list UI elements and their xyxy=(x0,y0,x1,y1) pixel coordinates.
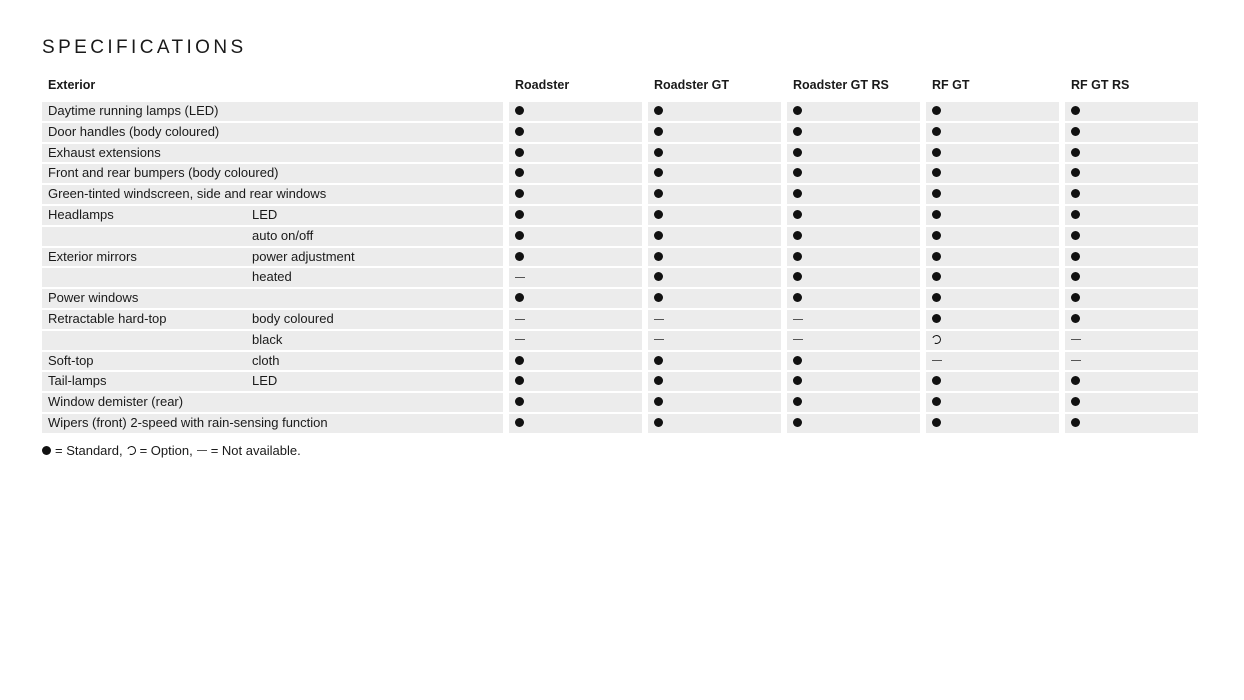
table-row xyxy=(42,102,1202,121)
not-available-dash-icon xyxy=(1071,339,1081,340)
row-feature-label xyxy=(42,227,252,246)
availability-cell xyxy=(1065,268,1198,287)
availability-cell xyxy=(509,206,642,225)
availability-cell xyxy=(787,393,920,412)
standard-dot-icon xyxy=(1071,127,1080,136)
availability-cell xyxy=(648,372,781,391)
table-row xyxy=(42,393,1202,412)
row-sub-label xyxy=(252,289,503,308)
availability-cell xyxy=(926,331,1059,350)
row-feature-label: Door handles (body coloured) xyxy=(48,123,220,139)
availability-cell xyxy=(509,123,642,142)
standard-dot-icon xyxy=(654,293,663,302)
availability-cell xyxy=(509,352,642,371)
row-label-cell xyxy=(42,352,503,371)
standard-dot-icon xyxy=(1071,314,1080,323)
row-sub-label: auto on/off xyxy=(252,227,314,243)
row-sub-label xyxy=(252,393,503,412)
not-available-dash-icon xyxy=(515,339,525,340)
availability-cell xyxy=(648,227,781,246)
availability-cell xyxy=(648,310,781,329)
standard-dot-icon xyxy=(42,446,51,455)
availability-cell xyxy=(509,268,642,287)
availability-cell xyxy=(787,227,920,246)
availability-cell xyxy=(509,227,642,246)
not-available-dash-icon xyxy=(515,319,525,320)
table-row xyxy=(42,414,1202,433)
table-row xyxy=(42,248,1202,267)
standard-dot-icon xyxy=(932,231,941,240)
standard-dot-icon xyxy=(932,189,941,198)
availability-cell xyxy=(926,227,1059,246)
option-circle-icon xyxy=(931,334,943,346)
availability-cell xyxy=(787,102,920,121)
standard-dot-icon xyxy=(932,127,941,136)
table-row xyxy=(42,268,1202,287)
standard-dot-icon xyxy=(1071,418,1080,427)
row-label-cell xyxy=(42,206,503,225)
standard-dot-icon xyxy=(654,356,663,365)
row-feature-label xyxy=(42,268,252,287)
not-available-dash-icon xyxy=(793,339,803,340)
standard-dot-icon xyxy=(515,148,524,157)
table-row xyxy=(42,123,1202,142)
availability-cell xyxy=(926,144,1059,163)
availability-cell xyxy=(1065,185,1198,204)
standard-dot-icon xyxy=(654,106,663,115)
row-label-cell xyxy=(42,123,503,142)
availability-cell xyxy=(648,268,781,287)
standard-dot-icon xyxy=(793,231,802,240)
standard-dot-icon xyxy=(793,210,802,219)
availability-cell xyxy=(648,331,781,350)
not-available-dash-icon xyxy=(932,360,942,361)
table-row xyxy=(42,352,1202,371)
row-feature-label: Daytime running lamps (LED) xyxy=(48,103,219,118)
availability-cell xyxy=(926,248,1059,267)
standard-dot-icon xyxy=(515,293,524,302)
standard-dot-icon xyxy=(654,231,663,240)
standard-dot-icon xyxy=(932,418,941,427)
standard-dot-icon xyxy=(932,397,941,406)
standard-dot-icon xyxy=(1071,148,1080,157)
availability-cell xyxy=(648,289,781,308)
availability-cell xyxy=(787,414,920,433)
standard-dot-icon xyxy=(1071,168,1080,177)
table-row xyxy=(42,372,1202,391)
availability-cell xyxy=(1065,102,1198,121)
standard-dot-icon xyxy=(1071,252,1080,261)
availability-cell xyxy=(509,331,642,350)
row-sub-label: LED xyxy=(252,206,278,222)
availability-cell xyxy=(926,393,1059,412)
availability-cell xyxy=(509,185,642,204)
standard-dot-icon xyxy=(515,397,524,406)
availability-cell xyxy=(787,248,920,267)
standard-dot-icon xyxy=(793,418,802,427)
availability-cell xyxy=(1065,227,1198,246)
availability-cell xyxy=(648,185,781,204)
not-available-dash-icon xyxy=(654,339,664,340)
availability-cell xyxy=(926,164,1059,183)
standard-dot-icon xyxy=(515,168,524,177)
availability-cell xyxy=(1065,164,1198,183)
standard-dot-icon xyxy=(515,189,524,198)
standard-dot-icon xyxy=(793,397,802,406)
availability-cell xyxy=(648,144,781,163)
standard-dot-icon xyxy=(793,106,802,115)
row-label-cell xyxy=(42,331,503,350)
standard-dot-icon xyxy=(515,127,524,136)
table-row xyxy=(42,227,1202,246)
table-row xyxy=(42,185,1202,204)
standard-dot-icon xyxy=(654,397,663,406)
availability-cell xyxy=(1065,414,1198,433)
availability-cell xyxy=(787,310,920,329)
availability-cell xyxy=(648,164,781,183)
section-heading: Exterior xyxy=(48,78,96,92)
availability-cell xyxy=(787,372,920,391)
availability-cell xyxy=(787,352,920,371)
standard-dot-icon xyxy=(932,168,941,177)
header-sub-cell xyxy=(252,74,503,96)
standard-dot-icon xyxy=(793,168,802,177)
option-circle-icon xyxy=(125,445,137,457)
row-feature-label: Headlamps xyxy=(48,206,114,222)
availability-cell xyxy=(509,372,642,391)
row-label-cell xyxy=(42,310,503,329)
table-row xyxy=(42,206,1202,225)
row-sub-label: cloth xyxy=(252,352,280,368)
availability-cell xyxy=(1065,289,1198,308)
standard-dot-icon xyxy=(1071,272,1080,281)
standard-dot-icon xyxy=(932,376,941,385)
row-label-cell xyxy=(42,268,503,287)
availability-cell xyxy=(509,393,642,412)
standard-dot-icon xyxy=(1071,293,1080,302)
row-sub-label xyxy=(252,144,503,163)
standard-dot-icon xyxy=(515,252,524,261)
not-available-dash-icon xyxy=(197,450,207,451)
standard-dot-icon xyxy=(793,272,802,281)
row-feature-label xyxy=(42,331,252,350)
not-available-dash-icon xyxy=(515,277,525,278)
table-row xyxy=(42,164,1202,183)
standard-dot-icon xyxy=(793,356,802,365)
row-feature-label: Exterior mirrors xyxy=(48,248,137,264)
legend-na-text: = Not available. xyxy=(210,443,301,458)
standard-dot-icon xyxy=(654,376,663,385)
standard-dot-icon xyxy=(1071,231,1080,240)
table-row xyxy=(42,289,1202,308)
availability-cell xyxy=(926,352,1059,371)
row-label-cell xyxy=(42,185,503,204)
standard-dot-icon xyxy=(654,272,663,281)
availability-cell xyxy=(509,414,642,433)
availability-cell xyxy=(926,102,1059,121)
table-body xyxy=(42,102,1202,433)
standard-dot-icon xyxy=(1071,397,1080,406)
availability-cell xyxy=(787,289,920,308)
availability-cell xyxy=(787,123,920,142)
standard-dot-icon xyxy=(515,231,524,240)
standard-dot-icon xyxy=(515,356,524,365)
not-available-dash-icon xyxy=(793,319,803,320)
standard-dot-icon xyxy=(654,127,663,136)
standard-dot-icon xyxy=(932,252,941,261)
legend-option-text: = Option, xyxy=(139,443,193,458)
legend xyxy=(42,443,301,458)
standard-dot-icon xyxy=(1071,210,1080,219)
availability-cell xyxy=(926,206,1059,225)
availability-cell xyxy=(1065,144,1198,163)
row-sub-label xyxy=(252,185,503,204)
standard-dot-icon xyxy=(932,314,941,323)
availability-cell xyxy=(787,185,920,204)
availability-cell xyxy=(1065,310,1198,329)
availability-cell xyxy=(1065,206,1198,225)
availability-cell xyxy=(926,372,1059,391)
availability-cell xyxy=(648,393,781,412)
standard-dot-icon xyxy=(1071,189,1080,198)
availability-cell xyxy=(648,352,781,371)
row-feature-label: Soft-top xyxy=(48,352,94,368)
standard-dot-icon xyxy=(932,272,941,281)
row-feature-label: Wipers (front) 2-speed with rain-sensing function xyxy=(48,414,328,430)
standard-dot-icon xyxy=(515,376,524,385)
availability-cell xyxy=(1065,331,1198,350)
availability-cell xyxy=(787,331,920,350)
table-row xyxy=(42,310,1202,329)
availability-cell xyxy=(787,144,920,163)
availability-cell xyxy=(926,414,1059,433)
row-label-cell xyxy=(42,144,503,163)
row-feature-label: Tail-lamps xyxy=(48,373,107,389)
standard-dot-icon xyxy=(654,148,663,157)
standard-dot-icon xyxy=(654,252,663,261)
row-sub-label xyxy=(252,414,503,433)
standard-dot-icon xyxy=(654,189,663,198)
standard-dot-icon xyxy=(793,293,802,302)
row-label-cell xyxy=(42,289,503,308)
table-row xyxy=(42,144,1202,163)
availability-cell xyxy=(1065,352,1198,371)
availability-cell xyxy=(926,310,1059,329)
availability-cell xyxy=(926,123,1059,142)
availability-cell xyxy=(509,144,642,163)
model-header-roadster-gt: Roadster GT xyxy=(654,78,730,92)
availability-cell xyxy=(509,248,642,267)
standard-dot-icon xyxy=(793,148,802,157)
availability-cell xyxy=(648,248,781,267)
row-feature-label: Green-tinted windscreen, side and rear windows xyxy=(48,186,327,202)
row-feature-label: Exhaust extensions xyxy=(48,144,161,160)
availability-cell xyxy=(1065,248,1198,267)
row-sub-label xyxy=(252,164,503,183)
table-row xyxy=(42,331,1202,350)
availability-cell xyxy=(1065,123,1198,142)
availability-cell xyxy=(509,289,642,308)
row-label-cell xyxy=(42,248,503,267)
row-label-cell xyxy=(42,164,503,183)
row-feature-label: Front and rear bumpers (body coloured) xyxy=(48,165,279,181)
availability-cell xyxy=(1065,393,1198,412)
row-sub-label: body coloured xyxy=(252,310,334,326)
availability-cell xyxy=(1065,372,1198,391)
standard-dot-icon xyxy=(932,106,941,115)
row-sub-label: heated xyxy=(252,269,292,285)
row-sub-label: power adjustment xyxy=(252,248,355,264)
model-header-rf-gt: RF GT xyxy=(932,78,970,92)
row-label-cell xyxy=(42,414,503,433)
standard-dot-icon xyxy=(515,210,524,219)
header-label-cell xyxy=(42,74,503,96)
row-sub-label: black xyxy=(252,331,283,347)
availability-cell xyxy=(509,164,642,183)
standard-dot-icon xyxy=(654,210,663,219)
availability-cell xyxy=(926,268,1059,287)
standard-dot-icon xyxy=(932,210,941,219)
availability-cell xyxy=(926,185,1059,204)
model-header-roadster-gt-rs: Roadster GT RS xyxy=(793,78,889,92)
standard-dot-icon xyxy=(932,148,941,157)
standard-dot-icon xyxy=(1071,106,1080,115)
standard-dot-icon xyxy=(793,252,802,261)
model-header-roadster: Roadster xyxy=(515,78,570,92)
row-feature-label: Window demister (rear) xyxy=(48,394,184,410)
standard-dot-icon xyxy=(654,418,663,427)
availability-cell xyxy=(648,414,781,433)
not-available-dash-icon xyxy=(654,319,664,320)
availability-cell xyxy=(926,289,1059,308)
standard-dot-icon xyxy=(932,293,941,302)
availability-cell xyxy=(648,123,781,142)
page-title: SPECIFICATIONS xyxy=(42,37,247,58)
standard-dot-icon xyxy=(515,106,524,115)
availability-cell xyxy=(648,102,781,121)
availability-cell xyxy=(509,102,642,121)
table-header-row xyxy=(42,74,1202,96)
row-sub-label xyxy=(252,123,503,142)
row-sub-label: LED xyxy=(252,373,278,389)
spec-table xyxy=(42,74,1202,435)
row-sub-label xyxy=(252,102,503,121)
row-feature-label: Power windows xyxy=(48,290,139,306)
standard-dot-icon xyxy=(515,418,524,427)
model-header-rf-gt-rs: RF GT RS xyxy=(1071,78,1130,92)
standard-dot-icon xyxy=(793,376,802,385)
row-label-cell xyxy=(42,102,503,121)
availability-cell xyxy=(787,268,920,287)
availability-cell xyxy=(509,310,642,329)
row-label-cell xyxy=(42,393,503,412)
standard-dot-icon xyxy=(1071,376,1080,385)
row-feature-label: Retractable hard-top xyxy=(48,310,167,326)
not-available-dash-icon xyxy=(1071,360,1081,361)
availability-cell xyxy=(787,206,920,225)
availability-cell xyxy=(787,164,920,183)
row-label-cell xyxy=(42,227,503,246)
availability-cell xyxy=(648,206,781,225)
standard-dot-icon xyxy=(793,189,802,198)
standard-dot-icon xyxy=(793,127,802,136)
row-label-cell xyxy=(42,372,503,391)
standard-dot-icon xyxy=(654,168,663,177)
legend-standard-text: = Standard, xyxy=(55,443,123,458)
